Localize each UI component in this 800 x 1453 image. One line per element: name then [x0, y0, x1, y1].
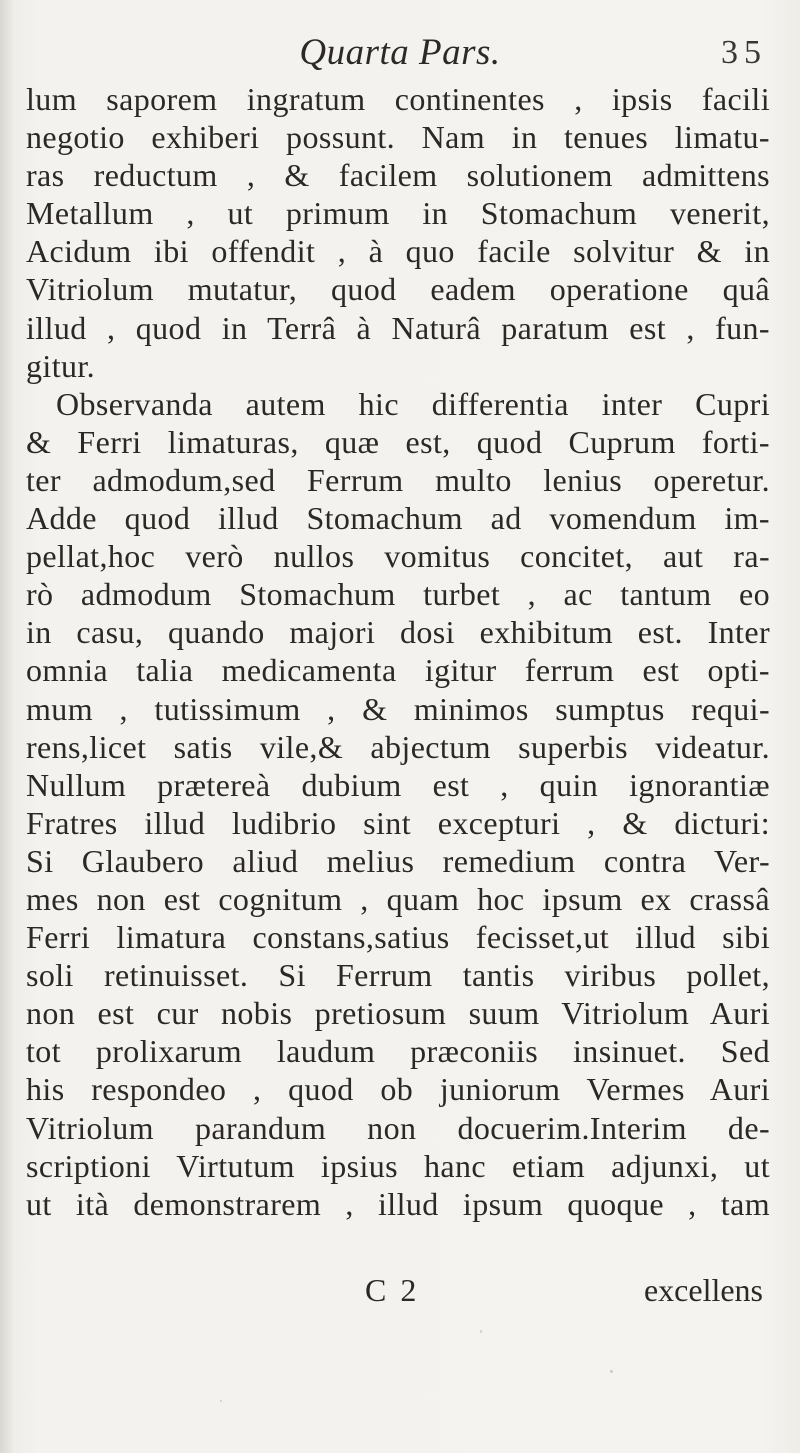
- paper-speck: [610, 1370, 613, 1373]
- text-line: Vitriolum mutatur, quod eadem operatione quâ: [26, 271, 770, 308]
- text-line: mum , tutissimum , & minimos sumptus requi-: [26, 690, 770, 727]
- text-line: in casu, quando majori dosi exhibitum est. Inter: [26, 614, 770, 651]
- paper-speck: [480, 1330, 482, 1333]
- text-line: rò admodum Stomachum turbet , ac tantum eo: [26, 576, 770, 613]
- text-line: rens,licet satis vile,& abjectum superbis videatur.: [26, 728, 770, 765]
- text-line: pellat,hoc verò nullos vomitus concitet, aut ra-: [26, 538, 770, 575]
- text-line: Metallum , ut primum in Stomachum venerit,: [26, 195, 770, 232]
- text-line: ras reductum , & facilem solutionem admittens: [26, 157, 770, 194]
- body-text: [26, 80, 770, 1223]
- text-line: gitur.: [26, 347, 96, 384]
- text-line: tot prolixarum laudum præconiis insinuet. Sed: [26, 1033, 770, 1070]
- text-line: Si Glaubero aliud melius remedium contra Ver-: [26, 842, 770, 879]
- paper-speck: [220, 1400, 222, 1402]
- text-line: Observanda autem hic differentia inter Cupri: [56, 385, 770, 422]
- text-line: Fratres illud ludibrio sint excepturi , & dicturi:: [26, 804, 770, 841]
- text-line: illud , quod in Terrâ à Naturâ paratum est , fun-: [26, 309, 770, 346]
- page-gutter-shadow: [0, 0, 14, 1453]
- text-line: Ferri limatura constans,satius fecisset,ut illud sibi: [26, 919, 770, 956]
- text-line: ut ità demonstrarem , illud ipsum quoque , tam: [26, 1185, 770, 1222]
- page-number: 35: [721, 34, 767, 71]
- page-header: [0, 30, 800, 80]
- running-title: Quarta Pars.: [299, 32, 501, 73]
- text-line: Vitriolum parandum non docuerim.Interim de-: [26, 1109, 770, 1146]
- text-line: negotio exhiberi possunt. Nam in tenues limatu-: [26, 119, 770, 156]
- catchword: excellens: [643, 1272, 763, 1308]
- page-footer: [0, 1270, 800, 1310]
- text-line: non est cur nobis pretiosum suum Vitriolum Auri: [26, 995, 770, 1032]
- text-line: ter admodum,sed Ferrum multo lenius operetur.: [26, 461, 770, 498]
- text-line: Nullum prætereà dubium est , quin ignorantiæ: [26, 766, 770, 803]
- text-line: & Ferri limaturas, quæ est, quod Cuprum forti-: [26, 423, 770, 460]
- text-line: scriptioni Virtutum ipsius hanc etiam adjunxi, ut: [26, 1147, 770, 1184]
- signature-mark: C 2: [365, 1272, 420, 1308]
- text-line: soli retinuisset. Si Ferrum tantis viribus pollet,: [26, 957, 770, 994]
- text-line: Adde quod illud Stomachum ad vomendum im-: [26, 500, 770, 537]
- text-line: Acidum ibi offendit , à quo facile solvitur & in: [26, 233, 770, 270]
- text-line: his respondeo , quod ob juniorum Vermes Auri: [26, 1071, 770, 1108]
- text-line: lum saporem ingratum continentes , ipsis facili: [26, 81, 770, 117]
- text-line: mes non est cognitum , quam hoc ipsum ex crassâ: [26, 880, 770, 917]
- text-line: omnia talia medicamenta igitur ferrum est opti-: [26, 652, 770, 689]
